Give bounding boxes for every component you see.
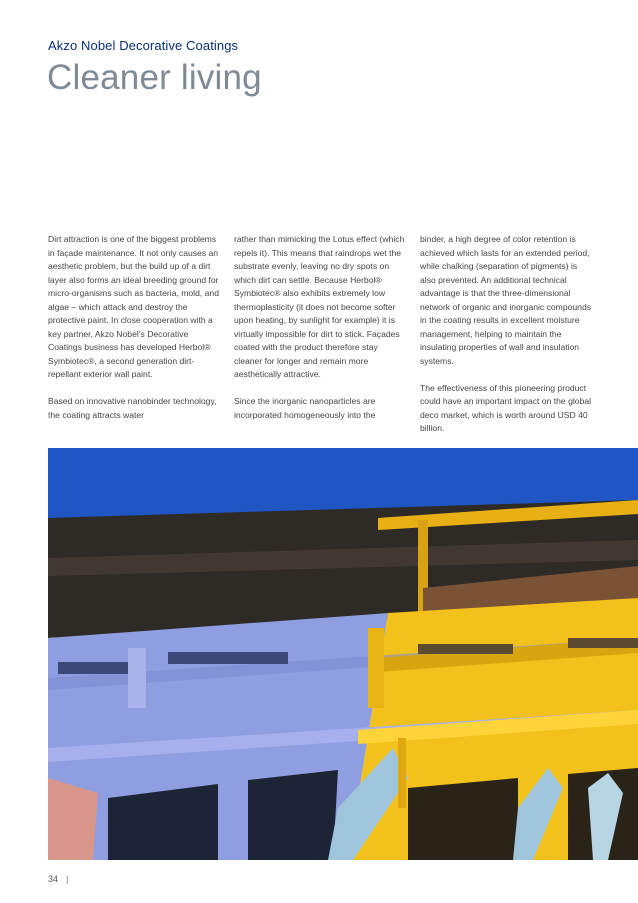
window (248, 770, 338, 860)
page-number: 34 (48, 874, 59, 884)
page-footer (48, 874, 68, 884)
paragraph: binder, a high degree of color retention is achieved which lasts for an extended period, while chalking (separation of pigments) is also prevented. An additional technical advantage is that the three-dimensional network of organic and inorganic compounds in the coating results in excellent moisture management, helping to maintain the insulating properties of wall and insulation systems. (420, 234, 592, 366)
page-title: Cleaner living (47, 58, 262, 97)
facade-photo (48, 448, 638, 860)
vent-strip (568, 638, 638, 648)
window (408, 778, 518, 860)
section-kicker: Akzo Nobel Decorative Coatings (48, 38, 239, 53)
text-column-2 (234, 233, 406, 436)
text-column-1 (48, 233, 220, 436)
text-column-3 (420, 233, 592, 449)
paragraph: rather than mimicking the Lotus effect (which repels it). This means that raindrops wet the substrate evenly, leaving no dry spots on which dirt can settle. Because Herbol® Symbiotec® also exhibits extremely low thermoplasticity (it does not become softer upon heating, by sunlight for example) it is virtually impossible for dirt to stick. Façades coated with the product therefore stay cleaner for longer and remain more aesthetically attractive. (234, 234, 405, 379)
paragraph: Since the inorganic nanoparticles are incorporated homogeneously into the (234, 396, 376, 420)
paragraph: The effectiveness of this pioneering product could have an important impact on the global deco market, which is worth around USD 40 billion. (420, 382, 592, 433)
vent-strip (418, 644, 513, 654)
vent-strip (58, 662, 128, 674)
vent-strip (168, 652, 288, 664)
paragraph: Based on innovative nanobinder technology, the coating attracts water (48, 396, 217, 420)
footer-separator: | (66, 874, 69, 884)
paragraph: Dirt attraction is one of the biggest problems in façade maintenance. It not only causes an aesthetic problem, but the build up of a dirt layer also forms an ideal breeding ground for micro-organisms such as bacteria, mold, and algae – which attack and destroy the protective paint. In close cooperation with a key partner, Akzo Nobel’s Decorative Coatings business has developed Herbol® Symbiotec®, a second generation dirt-repellant exterior wall paint. (48, 234, 219, 379)
